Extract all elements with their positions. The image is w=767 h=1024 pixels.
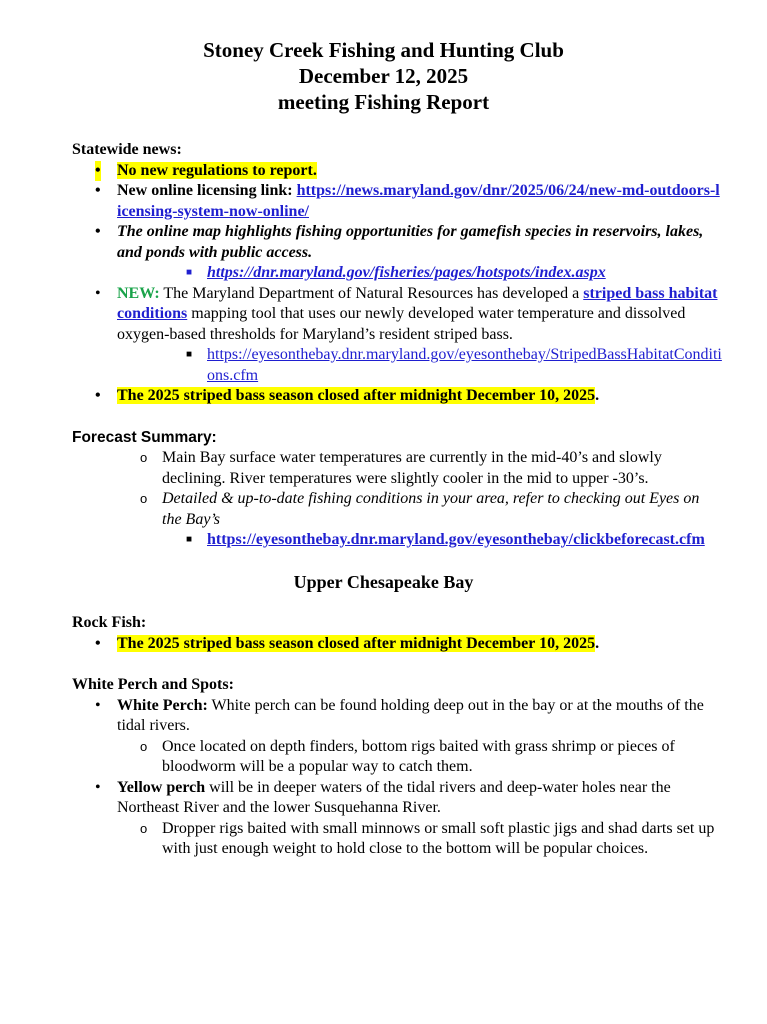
licensing-link[interactable]: https://news.maryland.gov/dnr/2025/06/24/new-md-outdoors-licensing-system-now-online/ xyxy=(117,182,720,220)
statewide-item-map: • The online map highlights fishing opportunities for gamefish species in reservoirs, lakes, and ponds with public access. xyxy=(95,223,704,261)
statewide-list xyxy=(72,161,722,407)
licensing-label: New online licensing link: xyxy=(117,182,297,199)
bullet-icon: • xyxy=(95,223,101,240)
hotspots-link-item xyxy=(72,263,722,284)
forecast-item-eyes: o Detailed & up-to-date fishing conditions in your area, refer to checking out Eyes on the Bay’s xyxy=(140,490,700,528)
bullet-icon: • xyxy=(95,182,101,199)
statewide-item-licensing xyxy=(72,181,722,222)
statewide-item-habitat: • NEW: The Maryland Department of Natural Resources has developed a striped bass habitat conditions mapping tool that uses our newly developed water temperature and dissolved oxygen-based thresholds for Maryland’s resident striped bass. xyxy=(95,284,718,343)
bullet-icon: • xyxy=(95,696,101,714)
forecast-heading: Forecast Summary: xyxy=(72,428,217,446)
perch-item-yellow: • Yellow perch will be in deeper waters of the tidal rivers and deep-water holes near the Northeast River and the lower Susquehanna River. xyxy=(95,778,671,816)
perch-item-white-sub: o Once located on depth finders, bottom rigs baited with grass shrimp or pieces of bloodworm will be a popular way to catch them. xyxy=(140,737,675,775)
forecast-link[interactable]: https://eyesonthebay.dnr.maryland.gov/eyesonthebay/clickbeforecast.cfm xyxy=(207,531,705,548)
bullet-icon: • xyxy=(95,161,101,182)
report-date: December 12, 2025 xyxy=(298,64,469,88)
statewide-heading: Statewide news: xyxy=(72,141,182,158)
perch-list xyxy=(72,696,722,860)
forecast-link-item xyxy=(72,530,722,551)
forecast-list xyxy=(72,448,722,551)
perch-item-white: • White Perch: White perch can be found holding deep out in the bay or at the mouths of the tidal rivers. xyxy=(95,696,704,734)
perch-heading: White Perch and Spots: xyxy=(72,676,234,693)
report-title: meeting Fishing Report xyxy=(277,90,490,114)
circle-bullet-icon: o xyxy=(140,820,148,836)
bullet-icon: • xyxy=(95,778,101,796)
square-bullet-icon: ■ xyxy=(186,267,193,278)
statewide-item-regulations: • No new regulations to report. xyxy=(72,161,722,182)
circle-bullet-icon: o xyxy=(140,491,148,506)
bullet-icon: • xyxy=(95,284,101,302)
perch-item-yellow-sub: o Dropper rigs baited with small minnows or small soft plastic jigs and shad darts set up with just enough weight to hold close to the bottom will be popular choices. xyxy=(140,819,715,857)
bullet-icon: • xyxy=(95,634,101,652)
hotspots-link[interactable]: https://dnr.maryland.gov/fisheries/pages/hotspots/index.aspx xyxy=(207,264,606,281)
club-title: Stoney Creek Fishing and Hunting Club xyxy=(203,38,564,62)
square-bullet-icon: ■ xyxy=(186,349,193,360)
circle-bullet-icon: o xyxy=(140,738,148,754)
forecast-item-temps: o Main Bay surface water temperatures are currently in the mid-40’s and slowly declining. River temperatures were slightly cooler in the mid to upper -30’s. xyxy=(140,449,662,487)
statewide-item-season: • The 2025 striped bass season closed after midnight December 10, 2025. xyxy=(72,386,722,407)
rockfish-item-season: • The 2025 striped bass season closed after midnight December 10, 2025. xyxy=(72,634,722,655)
habitat-url-item xyxy=(72,345,722,386)
report-content xyxy=(72,140,722,860)
square-bullet-icon: ■ xyxy=(186,534,193,545)
region-heading: Upper Chesapeake Bay xyxy=(293,571,474,592)
new-label: NEW: xyxy=(117,284,160,302)
rockfish-list xyxy=(72,634,722,655)
bullet-icon: • xyxy=(95,387,101,404)
circle-bullet-icon: o xyxy=(140,450,148,465)
habitat-url-link[interactable]: https://eyesonthebay.dnr.maryland.gov/eyesonthebay/StripedBassHabitatConditions.cfm xyxy=(207,346,722,384)
habitat-conditions-link[interactable]: striped bass habitat conditions xyxy=(117,284,718,322)
title-block xyxy=(0,37,767,115)
rockfish-heading: Rock Fish: xyxy=(72,614,147,631)
